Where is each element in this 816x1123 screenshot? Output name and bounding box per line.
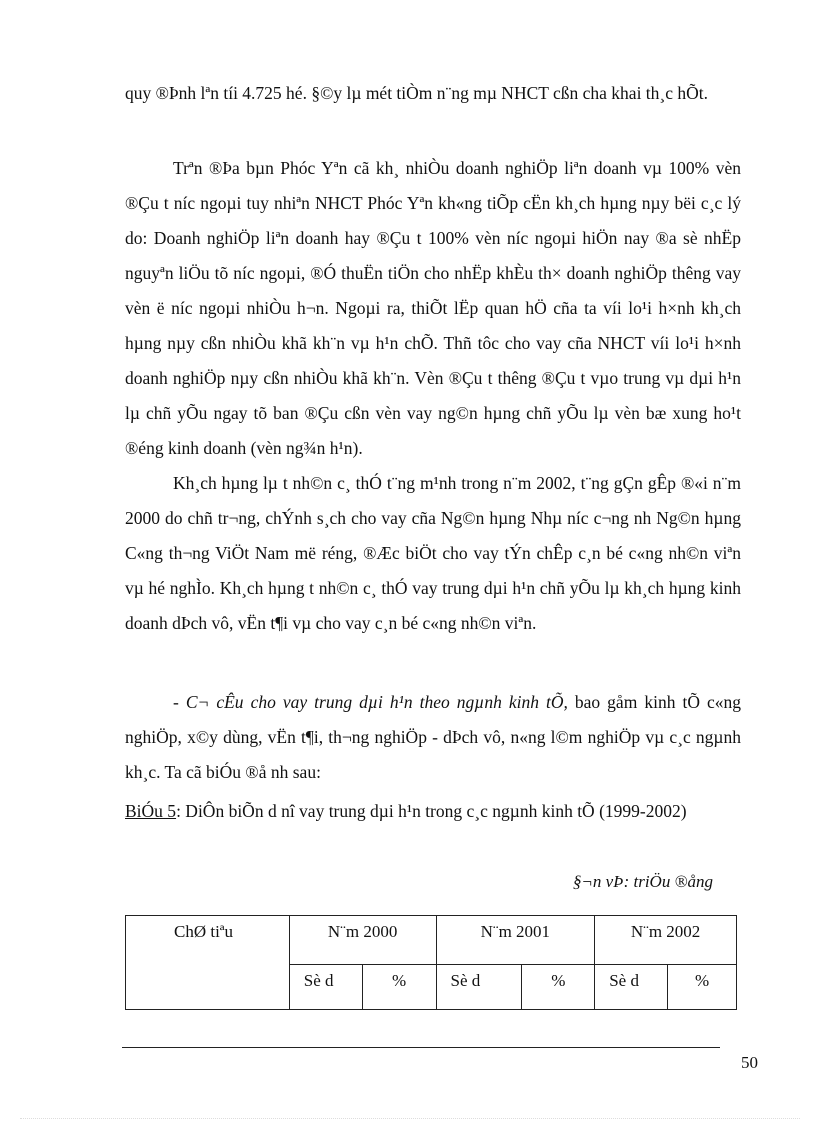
table-header-row [126, 916, 737, 965]
paragraph-foreign-enterprises: Trªn ®Þa bµn Phóc Yªn cã kh¸ nhiÒu doanh nghiÖp liªn doanh vµ 100% vèn ®Çu t níc ngoµi tuy nhiªn NHCT Phóc Yªn kh«ng tiÕp cËn kh¸ch hµng nµy bëi c¸c lý do: Doanh nghiÖp liªn doanh hay ®Çu t 100% vèn níc ngoµi hiÖn nay ®a sè nhËp nguyªn liÖu tõ níc ngoµi, ®Ó thuËn tiÖn cho nhËp khÈu th× doanh nghiÖp thêng vay vèn ë níc ngoµi nhiÒu h¬n. Ngoµi ra, thiÕt lËp quan hÖ cña ta víi lo¹i h×nh kh¸ch hµng nµy cßn nhiÒu khã kh¨n vµ h¹n chÕ. Thñ tôc cho vay cña NHCT víi lo¹i h×nh doanh nghiÖp nµy cßn nhiÒu khã kh¨n. Vèn ®Çu t thêng ®Çu t vµo trung vµ dµi h¹n lµ chñ yÕu ngay tõ ban ®Çu cßn vèn vay ng©n hµng chñ yÕu lµ vèn bæ xung ho¹t ®éng kinh doanh (vèn ng¾n h¹n). [125, 158, 741, 458]
subheader-count: Sè d [289, 965, 362, 1010]
paragraph-loan-structure [125, 685, 741, 790]
paragraph-private-customers: Kh¸ch hµng lµ t nh©n c¸ thÓ t¨ng m¹nh trong n¨m 2002, t¨ng gÇn gÊp ®«i n¨m 2000 do chñ tr¬ng, chÝnh s¸ch cho vay cña Ng©n hµng Nhµ níc c¬ng nh Ng©n hµng C«ng th¬ng ViÖt Nam më réng, ®Æc biÖt cho vay tÝn chÊp c¸n bé c«ng nh©n viªn vµ hé nghÌo. Kh¸ch hµng t nh©n c¸ thÓ vay trung dµi h¹n chñ yÕu lµ kh¸ch hµng kinh doanh dÞch vô, vËn t¶i vµ cho vay c¸n bé c«ng nh©n viªn. [125, 473, 741, 633]
header-year-2000: N¨m 2000 [289, 916, 436, 965]
table-caption-text: : DiÔn biÕn d nî vay trung dµi h¹n trong c¸c ngµnh kinh tÕ (1999-2002) [176, 801, 687, 821]
footer-rule [122, 1047, 720, 1048]
table-caption-label: BiÓu 5 [125, 801, 177, 821]
header-year-2001: N¨m 2001 [436, 916, 595, 965]
subheader-percent: % [362, 965, 436, 1010]
unit-note: §¬n vÞ: triÖu ®ång [572, 872, 713, 891]
page-number: 50 [741, 1053, 758, 1072]
header-indicator: ChØ tiªu [126, 916, 290, 1010]
paragraph-continuation: quy ®Þnh lªn tíi 4.725 hé. §©y lµ mét tiÒm n¨ng mµ NHCT cßn cha khai th¸c hÕt. [125, 83, 709, 103]
loan-structure-heading: - C¬ cÊu cho vay trung dµi h¹n theo ngµnh kinh tÕ, [173, 692, 568, 712]
table-caption [125, 794, 741, 829]
loan-sector-table [125, 915, 737, 1010]
subheader-count: Sè d [436, 965, 522, 1010]
header-year-2002: N¨m 2002 [595, 916, 737, 965]
subheader-count: Sè d [595, 965, 668, 1010]
page-edge-dots [20, 1118, 800, 1119]
subheader-percent: % [668, 965, 737, 1010]
loan-structure-text: bao gåm kinh tÕ c«ng nghiÖp, x©y dùng, vËn t¶i, th¬ng nghiÖp - dÞch vô, n«ng l©m nghiÖp vµ c¸c ngµnh kh¸c. Ta cã biÓu ®å nh sau: [125, 692, 741, 782]
subheader-percent: % [522, 965, 595, 1010]
